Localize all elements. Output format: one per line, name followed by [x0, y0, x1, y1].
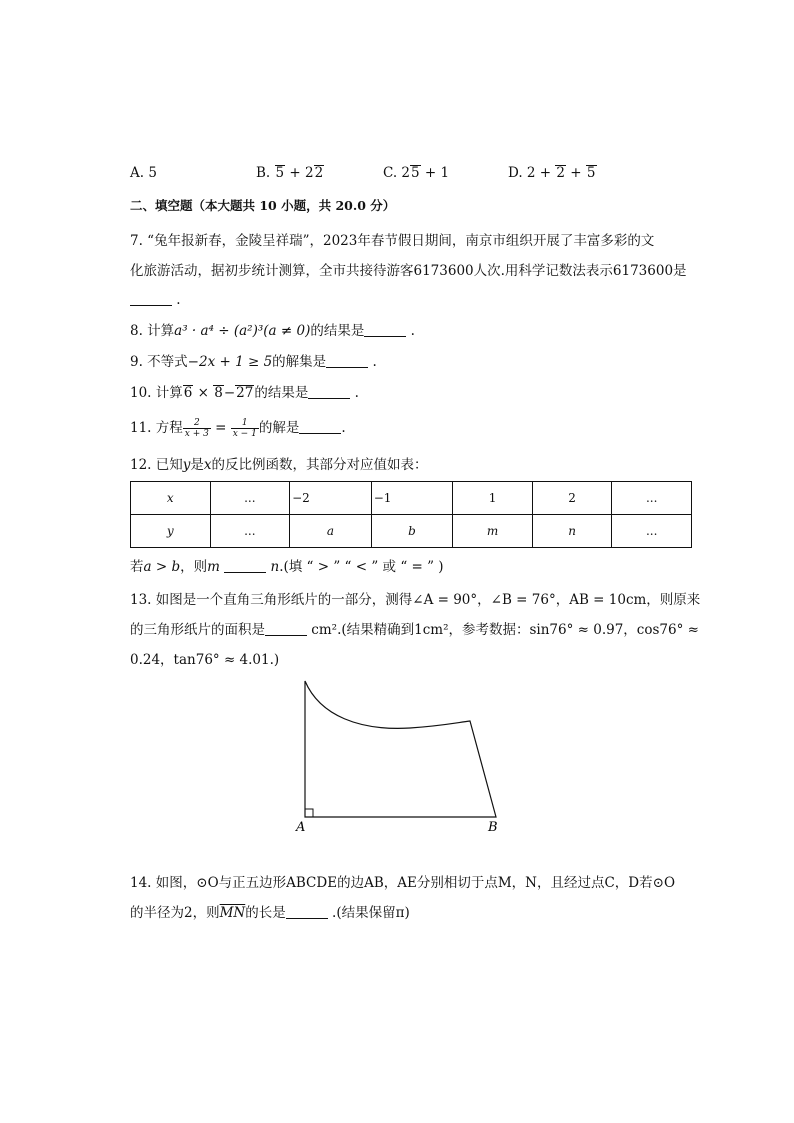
q8-expr: a³ · a⁴ ÷ (a²)³(a ≠ 0): [174, 323, 311, 339]
right-angle-mark: [305, 809, 313, 817]
option-d: [508, 165, 597, 181]
denominator: x − 1: [232, 429, 257, 439]
answer-blank[interactable]: [286, 904, 328, 919]
label-b: B: [488, 820, 498, 835]
option-c-tail: + 1: [420, 165, 450, 181]
q13-line3: 0.24，tan76° ≈ 4.01.): [130, 652, 280, 668]
q14-line2-pre: 的半径为2，则: [130, 905, 220, 921]
table-cell: x: [131, 482, 211, 515]
table-cell: 2: [532, 482, 612, 515]
label-a: A: [296, 820, 306, 835]
table-cell: n: [532, 515, 612, 548]
table-cell: −1: [371, 482, 453, 515]
var-y: y: [182, 457, 191, 473]
q14-line2-post: .(结果保留π): [327, 905, 410, 921]
q12-pre: 12. 已知: [130, 457, 183, 473]
q13-line2: [130, 620, 699, 640]
arc-mn: $\overline{MN}$: [219, 905, 246, 921]
table-cell: −2: [290, 482, 372, 515]
option-a: A. 5: [130, 165, 157, 181]
sqrt: 2: [314, 165, 324, 181]
q7-line2: 化旅游活动，据初步统计测算，全市共接待游客6173600人次.用科学记数法表示6173600是: [130, 263, 687, 279]
table-row: [131, 515, 692, 548]
q12: [130, 455, 428, 475]
q10-tail: .: [350, 385, 359, 401]
q11-eq: =: [210, 420, 231, 436]
q8-tail: .: [406, 323, 415, 339]
numerator: 1: [231, 418, 259, 429]
paper-outline: [305, 681, 496, 817]
option-c-label: C. 2: [383, 165, 411, 181]
q14-line2: [130, 903, 410, 923]
q9-post: 的解集是: [272, 354, 327, 370]
sqrt: 8: [214, 385, 223, 401]
q13-line2-pre: 的三角形纸片的面积是: [130, 622, 265, 638]
option-c: [383, 165, 449, 181]
table-cell: m: [453, 515, 533, 548]
table-cell: a: [290, 515, 372, 548]
q10: [130, 383, 359, 403]
q10-minus: −: [223, 385, 236, 401]
q12-after-expr: a > b: [143, 559, 181, 575]
answer-blank[interactable]: [364, 322, 406, 337]
answer-blank[interactable]: [299, 419, 341, 434]
q10-post: 的结果是: [254, 385, 309, 401]
q9: [130, 352, 377, 372]
numerator: 2: [183, 418, 211, 429]
q9-pre: 9. 不等式: [130, 354, 188, 370]
section-heading: 二、填空题（本大题共 10 小题，共 20.0 分）: [130, 198, 396, 213]
q8-pre: 8. 计算: [130, 323, 175, 339]
option-b: [256, 165, 324, 181]
sqrt: 5: [586, 165, 596, 181]
table-cell: b: [371, 515, 453, 548]
q12-after-pre: 若: [130, 559, 144, 575]
q14-line2-mid: 的长是: [245, 905, 286, 921]
table-cell: ...: [612, 482, 692, 515]
option-b-label: B.: [256, 165, 275, 181]
q7-tail: .: [172, 292, 181, 308]
sqrt: 2: [556, 165, 566, 181]
var-m: m: [207, 559, 220, 575]
sqrt: 27: [236, 385, 254, 401]
q11-tail: .: [341, 420, 346, 436]
q12-after: [130, 557, 444, 577]
option-d-mid: +: [566, 165, 586, 181]
option-b-mid: + 2: [285, 165, 314, 181]
sqrt: 5: [411, 165, 420, 181]
q10-pre: 10. 计算: [130, 385, 183, 401]
q10-mid: ×: [193, 385, 214, 401]
table-cell: ...: [210, 515, 290, 548]
sqrt: 5: [275, 165, 285, 181]
table-row: [131, 482, 692, 515]
q11: [130, 418, 346, 439]
q8-post: 的结果是: [310, 323, 365, 339]
answer-blank[interactable]: [224, 558, 266, 573]
q13-line2-unit: cm².(结果精确到1cm²，参考数据：sin76° ≈ 0.97，cos76° ≈: [307, 622, 699, 638]
q12-post: 的反比例函数，其部分对应值如表：: [211, 457, 428, 473]
option-d-label: D. 2 +: [508, 165, 556, 181]
sqrt: 6: [183, 385, 193, 401]
q7-line1: 7. “兔年报新春，金陵呈祥瑞”，2023年春节假日期间，南京市组织开展了丰富多彩的文: [130, 233, 655, 249]
q12-mid: 是: [190, 457, 204, 473]
q13-line1: 13. 如图是一个直角三角形纸片的一部分，测得∠A = 90°，∠B = 76°，AB = 10cm，则原来: [130, 592, 701, 608]
value-table: [130, 481, 692, 548]
table-cell: ...: [612, 515, 692, 548]
answer-blank[interactable]: [308, 384, 350, 399]
q7-line3: [130, 290, 181, 310]
q11-post: 的解是: [258, 420, 300, 436]
answer-blank[interactable]: [326, 353, 368, 368]
table-cell: ...: [210, 482, 290, 515]
var-x: x: [203, 457, 212, 473]
q9-expr: −2x + 1 ≥ 5: [187, 354, 273, 370]
table-cell: y: [131, 515, 211, 548]
q9-tail: .: [368, 354, 377, 370]
answer-blank[interactable]: [130, 291, 172, 306]
q8: [130, 321, 415, 341]
q11-pre: 11. 方程: [130, 420, 183, 436]
fraction: [231, 418, 259, 439]
q12-after-mid: ，则: [180, 559, 208, 575]
q12-after-post: .(填 “ > ” “ < ” 或 “ = ” ): [279, 559, 444, 575]
table-cell: 1: [453, 482, 533, 515]
triangle-figure: [290, 676, 520, 841]
denominator: x + 3: [184, 429, 209, 439]
q14-line1: 14. 如图，⊙O与正五边形ABCDE的边AB，AE分别相切于点M，N，且经过点C，D若⊙O: [130, 875, 676, 891]
var-n: n: [270, 559, 280, 575]
answer-blank[interactable]: [265, 621, 307, 636]
fraction: [183, 418, 211, 439]
